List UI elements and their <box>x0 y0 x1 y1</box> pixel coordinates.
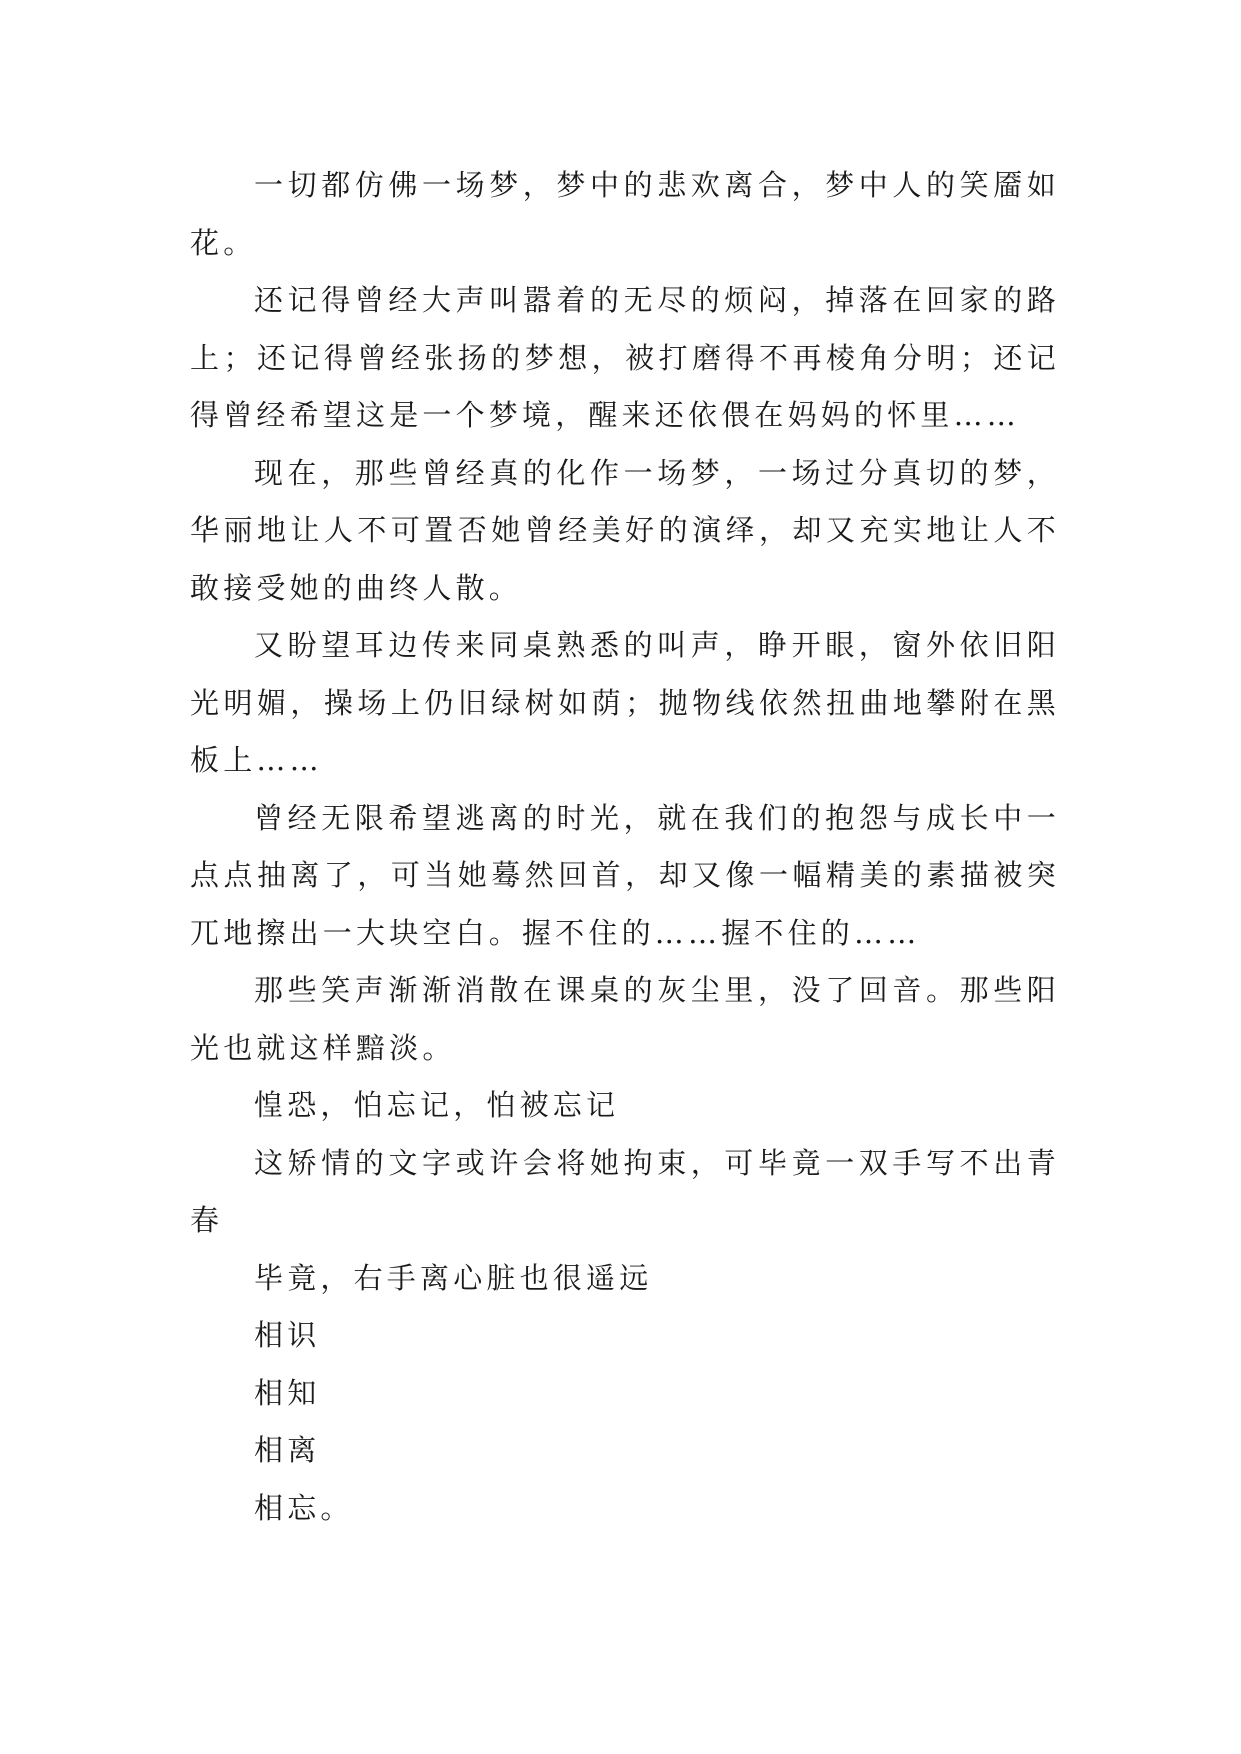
paragraph-3: 现在，那些曾经真的化作一场梦，一场过分真切的梦，华丽地让人不可置否她曾经美好的演绎，却又充实地让人不敢接受她的曲终人散。 <box>190 455 1060 605</box>
paragraph-4: 又盼望耳边传来同桌熟悉的叫声，睁开眼，窗外依旧阳光明媚，操场上仍旧绿树如荫；抛物线依然扭曲地攀附在黑板上…… <box>190 628 1060 777</box>
paragraph-2: 还记得曾经大声叫嚣着的无尽的烦闷，掉落在回家的路上；还记得曾经张扬的梦想，被打磨得不再棱角分明；还记得曾经希望这是一个梦境，醒来还依偎在妈妈的怀里…… <box>190 283 1060 432</box>
paragraph-6: 那些笑声渐渐消散在课桌的灰尘里，没了回音。那些阳光也就这样黯淡。 <box>190 973 1060 1065</box>
paragraph-8: 这矫情的文字或许会将她拘束，可毕竟一双手写不出青春 <box>190 1145 1060 1237</box>
paragraph-5: 曾经无限希望逃离的时光，就在我们的抱怨与成长中一点点抽离了，可当她蓦然回首，却又像一幅精美的素描被突兀地擦出一大块空白。握不住的……握不住的…… <box>190 800 1060 950</box>
paragraph-10: 相识 <box>254 1318 321 1352</box>
paragraph-7: 惶恐，怕忘记，怕被忘记 <box>254 1088 620 1122</box>
paragraph-11: 相知 <box>254 1375 321 1410</box>
document-body <box>190 157 1060 1537</box>
paragraph-12: 相离 <box>254 1433 321 1467</box>
paragraph-9: 毕竟，右手离心脏也很遥远 <box>254 1260 653 1295</box>
paragraph-13: 相忘。 <box>254 1490 354 1525</box>
paragraph-1: 一切都仿佛一场梦，梦中的悲欢离合，梦中人的笑靥如花。 <box>190 168 1060 260</box>
